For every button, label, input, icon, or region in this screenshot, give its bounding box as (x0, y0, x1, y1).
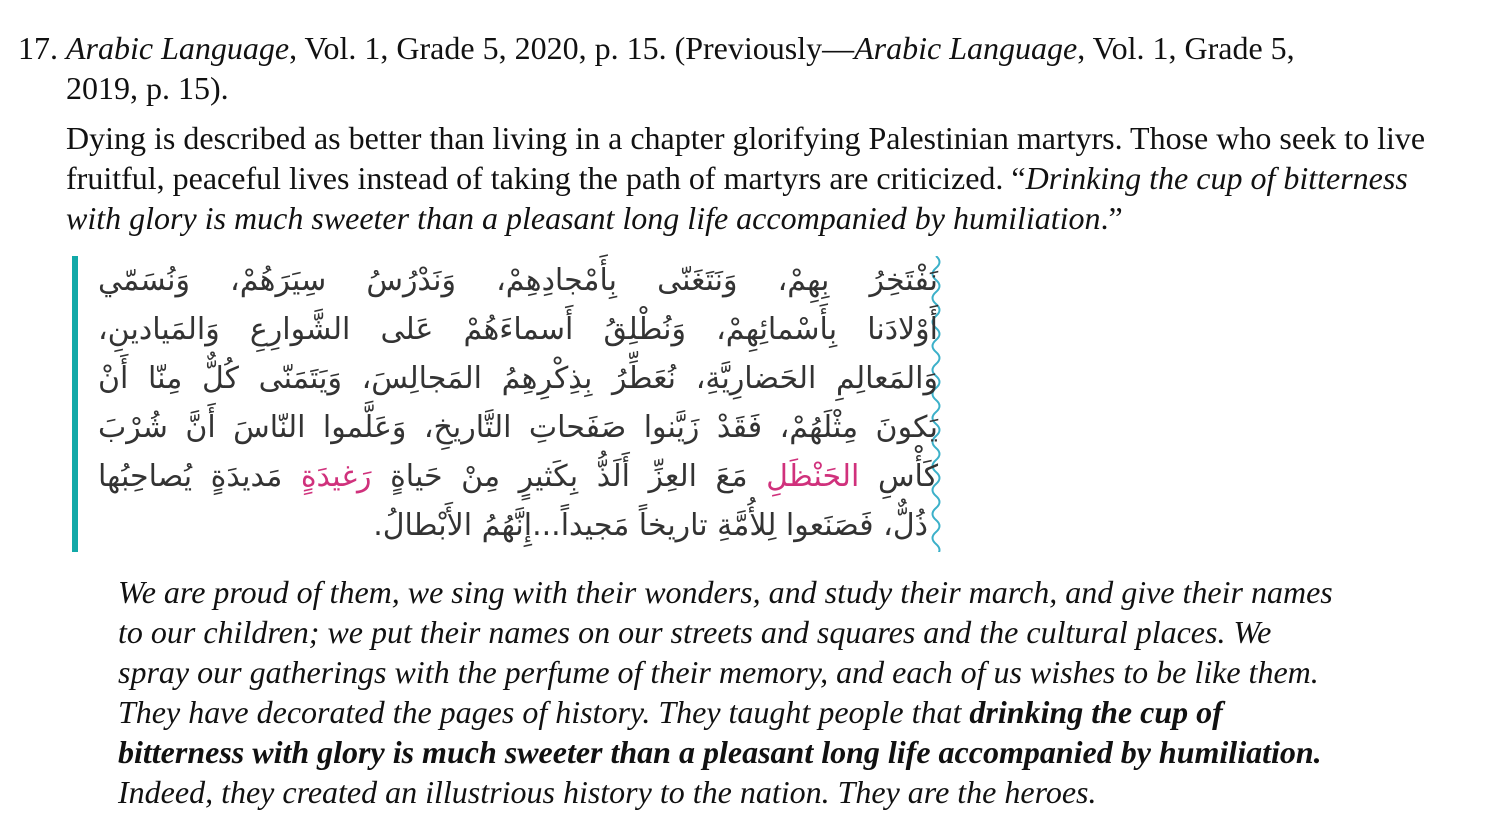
arabic-word: كَأْسِ (877, 459, 938, 494)
description-text-end: .” (1100, 200, 1123, 236)
english-translation (118, 572, 1468, 812)
description-quote: Drinking the cup of bitterness with glory is much sweeter than a pleasant long life accompanied by humiliation (66, 160, 1408, 236)
previous-book-details: , Vol. 1, Grade 5, (1077, 30, 1295, 66)
arabic-text (98, 256, 938, 550)
translation-line: Indeed, they created an illustrious history to the nation. They are the heroes. (118, 774, 1097, 810)
arabic-highlight-word: رَغيدَةٍ (300, 459, 372, 494)
translation-text: They have decorated the pages of history. They taught people that (118, 694, 970, 730)
arabic-line: وَالمَعالِمِ الحَضارِيَّةِ، نُعَطِّرُ بِذِكْرِهِمُ المَجالِسَ، وَيَتَمَنّى كُلٌّ مِنّا أَنْ (98, 361, 938, 396)
arabic-excerpt-image (72, 256, 944, 552)
arabic-highlight-word: الحَنْظَلِ (766, 459, 860, 494)
translation-line: to our children; we put their names on our streets and squares and the cultural places. We (118, 614, 1272, 650)
translation-line: spray our gatherings with the perfume of their memory, and each of us wishes to be like them. (118, 654, 1319, 690)
book-title: Arabic Language (66, 30, 290, 66)
arabic-word: مَديدَةٍ يُصاحِبُها (98, 459, 283, 494)
arabic-word: مَعَ العِزِّ أَلَذُّ بِكَثيرٍ مِنْ حَياةٍ (390, 459, 748, 494)
citation-text (66, 28, 1468, 108)
translation-line: We are proud of them, we sing with their wonders, and study their march, and give their names (118, 574, 1333, 610)
book-details: , Vol. 1, Grade 5, 2020, p. 15. (Previously— (289, 30, 855, 66)
previous-book-details-cont: 2019, p. 15). (66, 70, 229, 106)
citation-heading (18, 28, 1468, 108)
translation-line (118, 732, 1468, 772)
arabic-line: نَفْتَخِرُ بِهِمْ، وَنَتَغَنّى بِأَمْجادِهِمْ، وَنَدْرُسُ سِيَرَهُمْ، وَنُسَمّي (98, 263, 938, 298)
arabic-line-last: ذُلٌّ، فَصَنَعوا لِلأُمَّةِ تاريخاً مَجيداً...إِنَّهُمُ الأَبْطالُ. (373, 508, 928, 543)
translation-bold-text: drinking the cup of (969, 694, 1223, 730)
arabic-line: يَكونَ مِثْلَهُمْ، فَقَدْ زَيَّنوا صَفَحاتِ التَّاريخِ، وَعَلَّموا النّاسَ أَنَّ شُرْبَ (98, 410, 938, 445)
item-number: 17. (18, 30, 58, 66)
description-paragraph (66, 118, 1466, 238)
translation-line (118, 692, 1468, 732)
accent-bar (72, 256, 78, 552)
previous-book-title: Arabic Language (854, 30, 1078, 66)
description-text: Dying is described as better than living in a chapter glorifying Palestinian martyrs. Those who seek to live fruitful, peaceful lives instead of taking the path of martyrs are criticized. “ (66, 120, 1426, 196)
arabic-line (98, 452, 938, 501)
translation-bold-text: bitterness with glory is much sweeter than a pleasant long life accompanied by humiliation. (118, 734, 1322, 770)
arabic-line: أَوْلادَنا بِأَسْمائِهِمْ، وَنُطْلِقُ أَسماءَهُمْ عَلى الشَّوارِعِ وَالمَيادينِ، (98, 312, 938, 347)
